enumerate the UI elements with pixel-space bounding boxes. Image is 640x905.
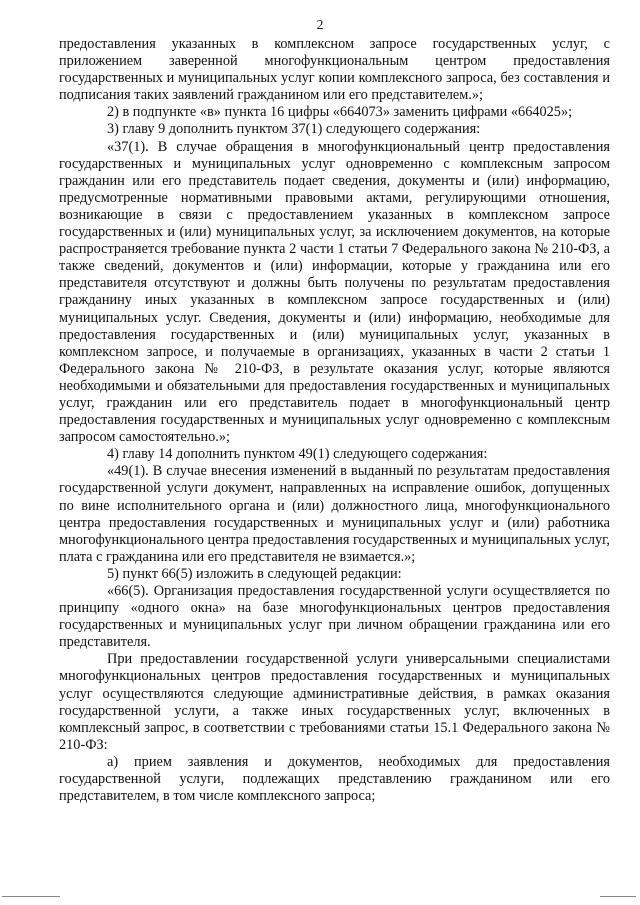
- page-number: 2: [316, 17, 324, 32]
- paragraph-item-3: 3) главу 9 дополнить пунктом 37(1) следующего содержания:: [107, 121, 481, 138]
- paragraph-item-4: 4) главу 14 дополнить пунктом 49(1) следующего содержания:: [107, 446, 488, 463]
- paragraph-item-5: 5) пункт 66(5) изложить в следующей редакции:: [107, 565, 402, 582]
- document-body: [59, 36, 610, 805]
- paragraph-clause-66-5: «66(5). Организация предоставления государственной услуги осуществляется по принципу «одного окна» на базе многофункциональных центров предоставления государственных и муниципальных услуг при личном обращении гражданина или его представителя.: [59, 583, 610, 651]
- scan-edge-marks: [0, 891, 640, 897]
- paragraph-clause-37-1: «37(1). В случае обращения в многофункциональный центр предоставления государственных и муниципальных услуг одновременно с комплексным запросом гражданин или его представитель подает сведения, документы и (или) информацию, предусмотренные нормативными правовыми актами, регулирующими отношения, возникающие в связи с предоставлением указанных в комплексном запросе государственных и (или) муниципальных услуг, за исключением документов, на которые распространяется требование пункта 2 части 1 статьи 7 Федерального закона № 210-ФЗ, а также сведений, документов и (или) информации, которые у гражданина или его представителя отсутствуют и должны быть получены по результатам предоставления гражданину иных указанных в комплексном запросе государственных и (или) муниципальных услуг. Сведения, документы и (или) информацию, необходимые для предоставления государственных и (или) муниципальных услуг, указанных в комплексном запросе, и получаемые в организациях, указанных в части 2 статьи 1 Федерального закона № 210-ФЗ, в результате оказания услуг, которые являются необходимыми и обязательными для предоставления государственных и муниципальных услуг, гражданин или его представитель подает в многофункциональный центр предоставления государственных и муниципальных услуг одновременно с комплексным запросом самостоятельно.»;: [59, 138, 610, 446]
- paragraph-item-2: 2) в подпункте «в» пункта 16 цифры «664073» заменить цифрами «664025»;: [107, 104, 573, 121]
- paragraph-continuation: предоставления указанных в комплексном запросе государственных услуг, с приложением заверенной многофункциональным центром предоставления государственных и муниципальных услуг копии комплексного запроса, без составления и подписания таких заявлений гражданином или его представителем.»;: [59, 36, 610, 104]
- paragraph-clause-49-1: «49(1). В случае внесения изменений в выданный по результатам предоставления государственной услуги документ, направленных на исправление ошибок, допущенных по вине исполнительного органа и (или) должностного лица, многофункционального центра предоставления государственных и муниципальных услуг и (или) работника многофункционального центра предоставления государственных и муниципальных услуг, плата с гражданина или его представителя не взимается.»;: [59, 463, 610, 565]
- paragraph-subitem-a: а) прием заявления и документов, необходимых для предоставления государственной услуги, подлежащих представлению гражданином или его представителем, в том числе комплексного запроса;: [59, 753, 610, 805]
- paragraph-universal-specialists: При предоставлении государственной услуги универсальными специалистами многофункциональных центров предоставления государственных и муниципальных услуг осуществляются следующие административные действия, в рамках оказания государственной услуги, а также иных государственных услуг, включенных в комплексный запрос, в соответствии с требованиями статьи 15.1 Федерального закона № 210-ФЗ:: [59, 651, 610, 753]
